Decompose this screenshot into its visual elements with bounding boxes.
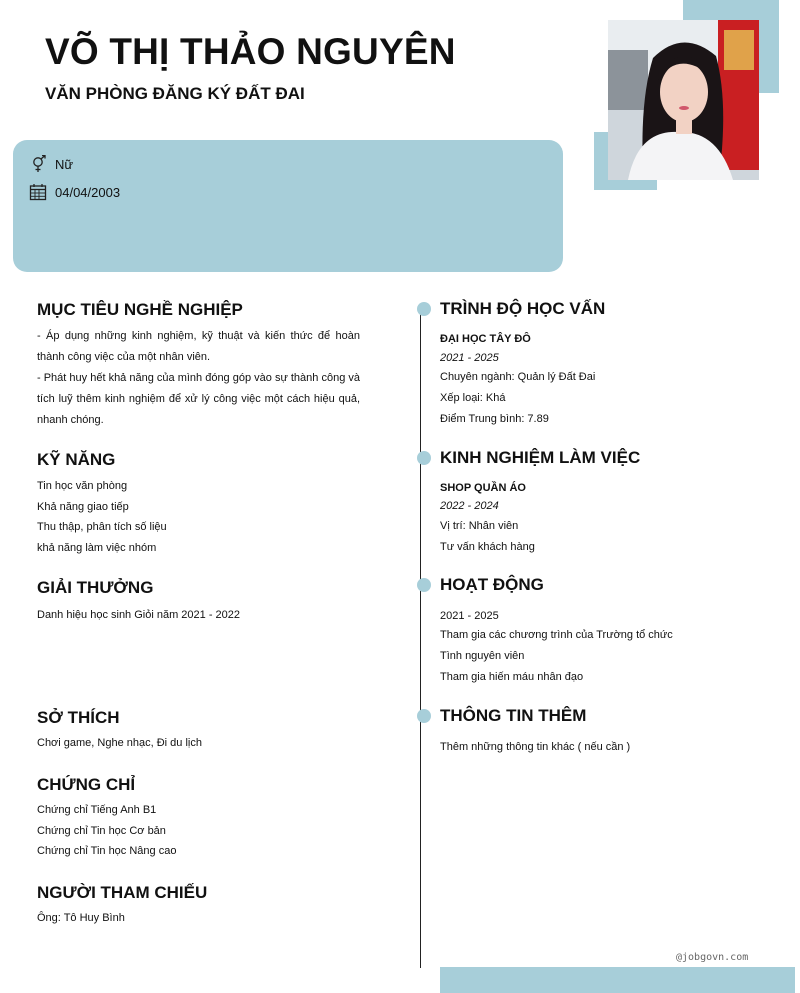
hobbies-title: SỞ THÍCH <box>37 708 120 727</box>
education-line: Xếp loại: Khá <box>440 392 506 404</box>
watermark: @jobgovn.com <box>676 952 749 963</box>
skill-item: Khả năng giao tiếp <box>37 501 129 513</box>
job-title: VĂN PHÒNG ĐĂNG KÝ ĐẤT ĐAI <box>45 84 305 103</box>
certificate-item: Chứng chỉ Tiếng Anh B1 <box>37 804 157 816</box>
activities-period: 2021 - 2025 <box>440 610 499 622</box>
skill-item: Thu thập, phân tích số liệu <box>37 521 167 533</box>
birthdate-row <box>29 183 120 201</box>
gender-row <box>29 155 73 173</box>
experience-company: SHOP QUẦN ÁO <box>440 482 526 494</box>
timeline-line <box>420 308 421 968</box>
additional-line: Thêm những thông tin khác ( nếu cần ) <box>440 741 631 753</box>
reference-item: Ông: Tô Huy Bình <box>37 912 125 924</box>
experience-period: 2022 - 2024 <box>440 500 499 512</box>
certificate-item: Chứng chỉ Tin học Nâng cao <box>37 845 177 857</box>
skill-item: khả năng làm việc nhóm <box>37 542 157 554</box>
personal-info-box <box>13 140 563 272</box>
references-title: NGƯỜI THAM CHIẾU <box>37 883 208 902</box>
additional-title: THÔNG TIN THÊM <box>440 706 587 725</box>
objective-title: MỤC TIÊU NGHỀ NGHIỆP <box>37 300 243 319</box>
hobby-item: Chơi game, Nghe nhạc, Đi du lịch <box>37 737 202 749</box>
gender-value: Nữ <box>55 156 74 172</box>
awards-title: GIẢI THƯỞNG <box>37 578 154 597</box>
education-title: TRÌNH ĐỘ HỌC VẤN <box>440 299 606 318</box>
certificates-title: CHỨNG CHỈ <box>37 775 136 794</box>
skills-title: KỸ NĂNG <box>37 450 116 469</box>
birthdate-value: 04/04/2003 <box>55 184 121 200</box>
experience-line: Vị trí: Nhân viên <box>440 520 519 532</box>
education-school: ĐẠI HỌC TÂY ĐÔ <box>440 333 531 345</box>
timeline-dot <box>417 302 431 316</box>
profile-photo <box>608 20 759 180</box>
timeline-dot <box>417 578 431 592</box>
activity-line: Tham gia hiến máu nhân đạo <box>440 671 584 683</box>
activity-line: Tình nguyên viên <box>440 650 525 662</box>
gender-icon <box>29 155 47 173</box>
experience-title: KINH NGHIỆM LÀM VIỆC <box>440 448 641 467</box>
activity-line: Tham gia các chương trình của Trường tổ chức <box>440 629 673 641</box>
calendar-icon <box>29 183 47 201</box>
timeline-dot <box>417 709 431 723</box>
skill-item: Tin học văn phòng <box>37 480 128 492</box>
education-period: 2021 - 2025 <box>440 352 499 364</box>
objective-text-1: - Áp dụng những kinh nghiệm, kỹ thuật và kiến thức để hoàn thành công việc của một nhân viên. <box>37 330 360 363</box>
candidate-name: VÕ THỊ THẢO NGUYÊN <box>45 31 456 72</box>
certificate-item: Chứng chỉ Tin học Cơ bản <box>37 825 166 837</box>
decor-bar-bottom <box>440 967 795 993</box>
education-line: Điểm Trung bình: 7.89 <box>440 413 549 425</box>
award-item: Danh hiệu học sinh Giỏi năm 2021 - 2022 <box>37 609 241 621</box>
objective-text-2: - Phát huy hết khả năng của mình đóng góp vào sự thành công và tích luỹ thêm kinh nghiệm để xử lý công việc một cách hiệu quả, nhanh chóng. <box>37 372 360 426</box>
education-line: Chuyên ngành: Quản lý Đất Đai <box>440 371 596 383</box>
activities-title: HOẠT ĐỘNG <box>440 575 544 594</box>
experience-line: Tư vấn khách hàng <box>440 541 535 553</box>
timeline-dot <box>417 451 431 465</box>
